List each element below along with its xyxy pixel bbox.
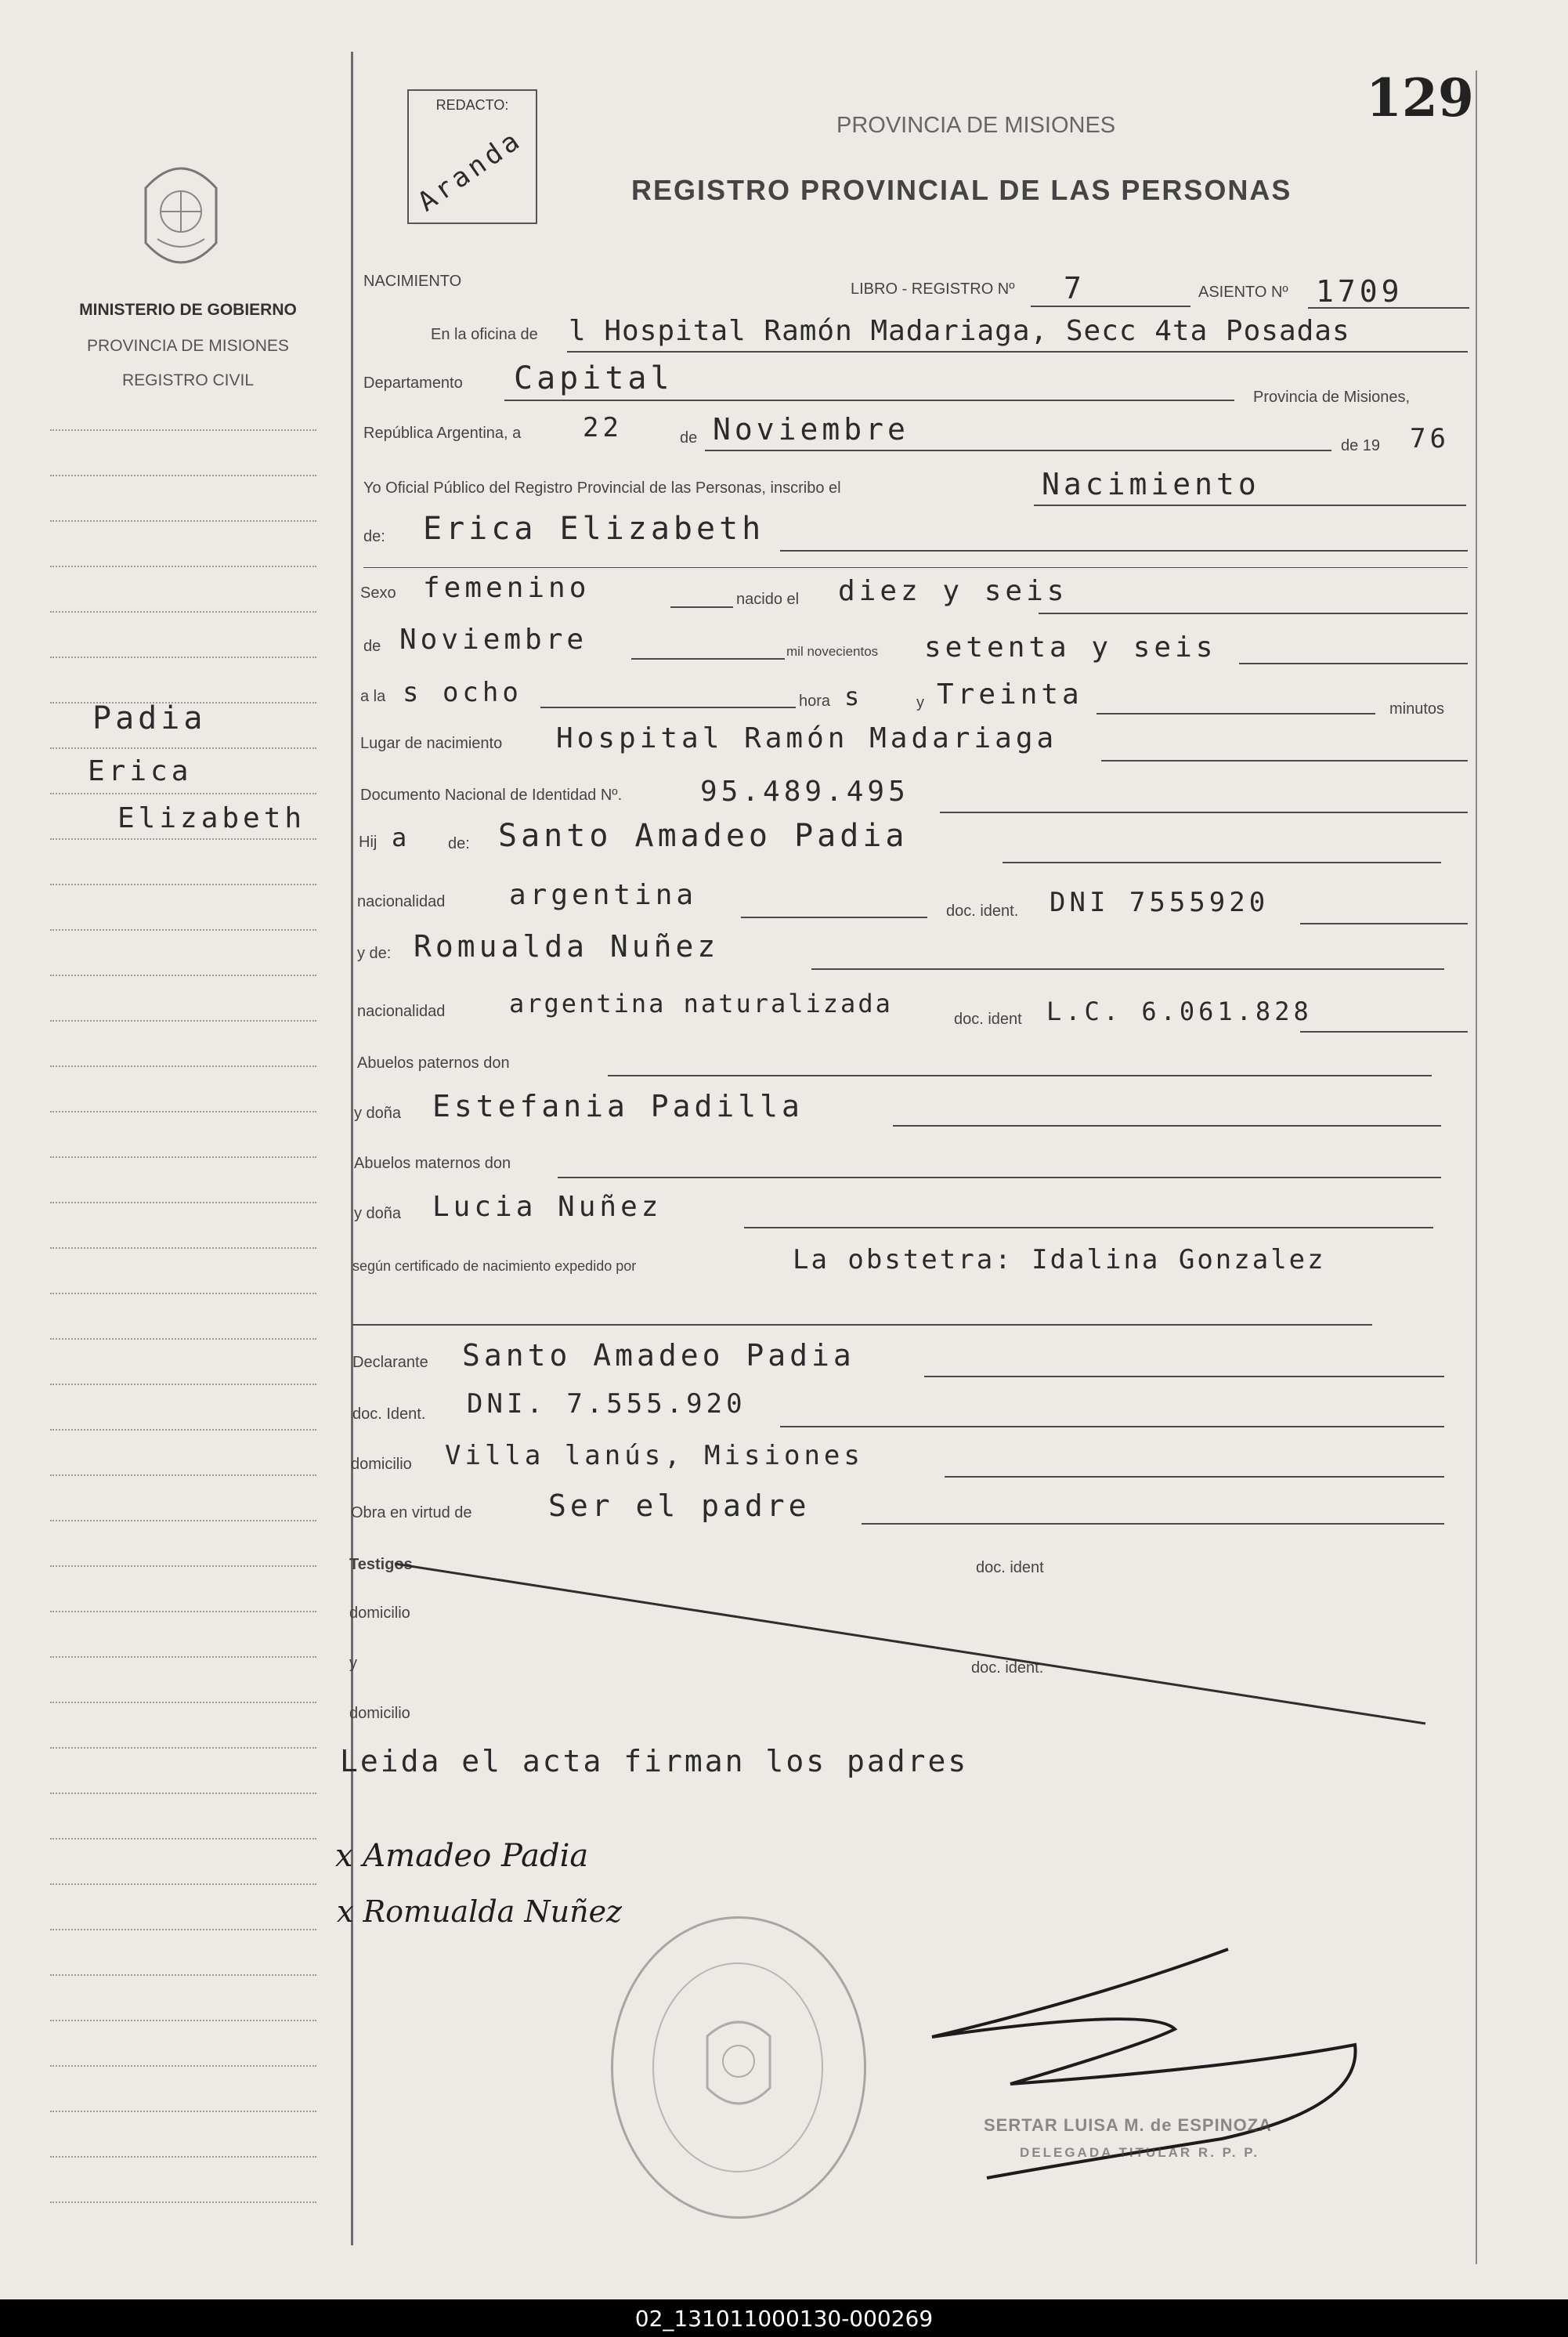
nombre-value: Erica Elizabeth <box>423 511 765 547</box>
margin-ruled-line <box>50 566 316 567</box>
obra-line <box>862 1523 1444 1525</box>
nombre-line <box>780 550 1468 552</box>
abuela-pat-value: Estefania Padilla <box>432 1089 804 1123</box>
seal-emblem-icon <box>701 2013 776 2122</box>
margin-ruled-line <box>50 975 316 976</box>
lugar-label: Lugar de nacimiento <box>360 735 503 752</box>
test-dom-label: domicilio <box>349 1604 410 1622</box>
signature-padre: x Amadeo Padia <box>335 1838 589 1874</box>
obra-value: Ser el padre <box>548 1489 811 1523</box>
padre-nac-label: nacionalidad <box>357 893 446 910</box>
closing-statement: Leida el acta firman los padres <box>340 1744 969 1778</box>
margin-ruled-line <box>50 657 316 658</box>
margin-ruled-line <box>50 1702 316 1703</box>
lugar-value: Hospital Ramón Madariaga <box>556 722 1058 754</box>
hija-de-label: de: <box>448 835 470 852</box>
declarante-value: Santo Amadeo Padia <box>462 1338 855 1373</box>
padre-doc-line <box>1300 923 1468 924</box>
nacido-label: nacido el <box>736 591 800 608</box>
asiento-value: 1709 <box>1316 274 1404 309</box>
margin-ruled-line <box>50 1747 316 1749</box>
anio-label: de 19 <box>1341 437 1381 454</box>
test-doc2-label: doc. ident. <box>971 1659 1044 1677</box>
sexo-line <box>670 606 733 608</box>
minutos-label: minutos <box>1389 700 1445 718</box>
asiento-label: ASIENTO Nº <box>1198 284 1288 301</box>
margin-ruled-line <box>50 520 316 522</box>
margin-ruled-line <box>50 1611 316 1612</box>
hora-value: s ocho <box>403 677 522 708</box>
departamento-line <box>504 400 1234 401</box>
ministry-label: MINISTERIO DE GOBIERNO <box>79 301 297 319</box>
margin-ruled-line <box>50 611 316 613</box>
margin-ruled-line <box>50 838 316 840</box>
coat-of-arms-icon <box>138 157 224 282</box>
padre-value: Santo Amadeo Padia <box>498 818 909 854</box>
sexo-value: femenino <box>423 572 591 604</box>
margin-ruled-line <box>50 1838 316 1840</box>
nacido-mes: Noviembre <box>399 624 588 656</box>
yde-label: y de: <box>357 945 392 962</box>
page-number: 129 <box>1366 67 1474 128</box>
hija-label: Hij <box>359 834 378 851</box>
test-doc-label: doc. ident <box>976 1559 1044 1576</box>
domicilio-value: Villa lanús, Misiones <box>445 1440 864 1471</box>
hija-suffix: a <box>392 823 411 852</box>
dni-label: Documento Nacional de Identidad Nº. <box>360 787 623 804</box>
declarante-line <box>924 1376 1444 1377</box>
margin-ruled-line <box>50 1974 316 1976</box>
margin-ruled-line <box>50 929 316 931</box>
redacto-label: REDACTO: <box>435 97 509 113</box>
oficial-text: Yo Oficial Público del Registro Provincial de las Personas, inscribo el <box>363 479 841 497</box>
minutos-line <box>1097 713 1375 714</box>
declarante-label: Declarante <box>352 1354 428 1371</box>
domicilio-line <box>945 1476 1444 1478</box>
margin-ruled-line <box>50 2020 316 2021</box>
acto-line <box>1034 505 1466 506</box>
official-seal <box>611 1916 866 2219</box>
horas-label: hora <box>799 693 831 710</box>
abuela-mat-value: Lucia Nuñez <box>432 1191 663 1223</box>
dni-value: 95.489.495 <box>700 776 909 808</box>
padre-line <box>1003 862 1441 863</box>
nacido-dia-line <box>1039 613 1468 614</box>
dni-line <box>940 812 1468 813</box>
margin-ruled-line <box>50 1065 316 1067</box>
margin-ruled-line <box>50 1520 316 1521</box>
right-margin-line <box>1476 71 1477 2264</box>
republica-label: República Argentina, a <box>363 425 522 442</box>
madre-value: Romualda Nuñez <box>414 929 720 964</box>
padre-doc-value: DNI 7555920 <box>1050 887 1270 918</box>
margin-ruled-line <box>50 2201 316 2203</box>
mil-label: mil novecientos <box>786 644 879 659</box>
hora-line <box>540 707 796 708</box>
nombre-line-2 <box>363 567 1468 568</box>
y-label: y <box>916 694 924 711</box>
abuela-pat-line <box>893 1125 1441 1127</box>
redacto-box <box>407 89 537 224</box>
dia-value: 22 <box>583 412 623 443</box>
madre-nacionalidad-value: argentina naturalizada <box>509 989 893 1018</box>
archive-id: 02_131011000130-000269 <box>0 2299 1568 2337</box>
decl-doc-line <box>780 1426 1444 1427</box>
margin-ruled-line <box>50 2065 316 2067</box>
margin-ruled-line <box>50 884 316 885</box>
certificado-value: La obstetra: Idalina Gonzalez <box>793 1244 1326 1275</box>
margin-ruled-line <box>50 793 316 794</box>
test-dom2-label: domicilio <box>349 1705 410 1722</box>
margin-ruled-line <box>50 702 316 704</box>
official-stamp-name: SERTAR LUISA M. de ESPINOZA <box>984 2115 1273 2135</box>
margin-ruled-line <box>50 1338 316 1340</box>
asiento-line <box>1308 307 1469 309</box>
margin-note-surname: Padia <box>92 700 207 736</box>
margin-ruled-line <box>50 475 316 476</box>
province-heading: PROVINCIA DE MISIONES <box>836 113 1116 138</box>
nacido-mes-line <box>631 658 785 660</box>
madre-docident-label: doc. ident <box>954 1011 1022 1028</box>
margin-ruled-line <box>50 2111 316 2112</box>
provincia-suffix: Provincia de Misiones, <box>1253 389 1411 406</box>
margin-ruled-line <box>50 1656 316 1658</box>
oficina-line <box>567 351 1468 353</box>
de2-label: de <box>363 638 381 655</box>
abuelo-pat-line <box>608 1075 1432 1076</box>
nacido-dia: diez y seis <box>838 575 1068 607</box>
nacido-anio-line <box>1239 663 1468 664</box>
minutos-value: Treinta <box>937 678 1083 711</box>
acto-value: Nacimiento <box>1042 467 1260 501</box>
official-stamp-role: DELEGADA TITULAR R. P. P. <box>1020 2145 1260 2160</box>
margin-ruled-line <box>50 1565 316 1567</box>
madre-line <box>811 968 1444 970</box>
departamento-label: Departamento <box>363 374 463 392</box>
mes-line <box>705 450 1331 451</box>
margin-ruled-line <box>50 2156 316 2158</box>
margin-ruled-line <box>50 747 316 749</box>
margin-ruled-line <box>50 1883 316 1885</box>
sexo-label: Sexo <box>360 584 396 602</box>
margin-ruled-line <box>50 1202 316 1203</box>
departamento-value: Capital <box>514 360 674 396</box>
abuelos-mat-label: Abuelos maternos don <box>354 1155 511 1172</box>
abuelos-pat-label: Abuelos paternos don <box>357 1055 510 1072</box>
testigos-label: Testigos <box>349 1556 413 1573</box>
testigos-strike-line <box>392 1559 1441 1731</box>
anio-value: 76 <box>1410 423 1450 454</box>
margin-ruled-line <box>50 1793 316 1794</box>
padre-nacionalidad-value: argentina <box>509 879 698 911</box>
margin-ruled-line <box>50 1293 316 1294</box>
decl-doc-value: DNI. 7.555.920 <box>467 1388 746 1420</box>
libro-label: LIBRO - REGISTRO Nº <box>851 280 1015 298</box>
abuela-mat-line <box>744 1227 1433 1228</box>
oficina-value: l Hospital Ramón Madariaga, Secc 4ta Posadas <box>569 315 1350 347</box>
nacido-anio: setenta y seis <box>924 631 1217 664</box>
libro-value: 7 <box>1064 271 1086 306</box>
margin-ruled-line <box>50 1020 316 1022</box>
abuelo-mat-line <box>558 1177 1441 1178</box>
de-label: de <box>680 429 698 447</box>
mes-value: Noviembre <box>713 412 909 447</box>
certificado-label: según certificado de nacimiento expedido por <box>352 1258 637 1274</box>
padre-docident-label: doc. ident. <box>946 903 1019 920</box>
abuela-mat-label: y doña <box>354 1205 402 1222</box>
certificado-line <box>352 1324 1372 1326</box>
registry-title: REGISTRO PROVINCIAL DE LAS PERSONAS <box>631 174 1292 206</box>
registry-label: REGISTRO CIVIL <box>121 371 255 389</box>
margin-ruled-line <box>50 1384 316 1385</box>
margin-ruled-line <box>50 1156 316 1158</box>
horas-s: s <box>844 682 864 711</box>
margin-ruled-line <box>50 1929 316 1930</box>
margin-ruled-line <box>50 429 316 431</box>
margin-note-middle-name: Elizabeth <box>117 802 306 834</box>
madre-nac-label: nacionalidad <box>357 1003 446 1020</box>
margin-ruled-line <box>50 1111 316 1112</box>
record-type-label: NACIMIENTO <box>363 273 462 290</box>
libro-line <box>1031 306 1190 307</box>
domicilio-label: domicilio <box>351 1456 412 1473</box>
abuela-pat-label: y doña <box>354 1105 402 1122</box>
margin-ruled-line <box>50 1429 316 1431</box>
madre-doc-line <box>1300 1031 1468 1033</box>
margin-note-first-name: Erica <box>88 755 193 787</box>
alas-label: a la <box>360 688 386 705</box>
lugar-line <box>1101 760 1468 762</box>
decl-doc-label: doc. Ident. <box>352 1405 426 1423</box>
madre-doc-value: L.C. 6.061.828 <box>1046 997 1313 1026</box>
padre-nac-line <box>741 917 927 918</box>
redacto-name: Aranda <box>412 123 529 219</box>
oficina-label: En la oficina de <box>431 326 538 343</box>
de-person-label: de: <box>363 528 385 545</box>
province-label: PROVINCIA DE MISIONES <box>87 337 289 355</box>
signature-madre: x Romualda Nuñez <box>337 1894 623 1929</box>
obra-label: Obra en virtud de <box>351 1504 472 1521</box>
test-y-label: y <box>349 1655 357 1672</box>
margin-ruled-line <box>50 1474 316 1476</box>
margin-ruled-line <box>50 1247 316 1249</box>
